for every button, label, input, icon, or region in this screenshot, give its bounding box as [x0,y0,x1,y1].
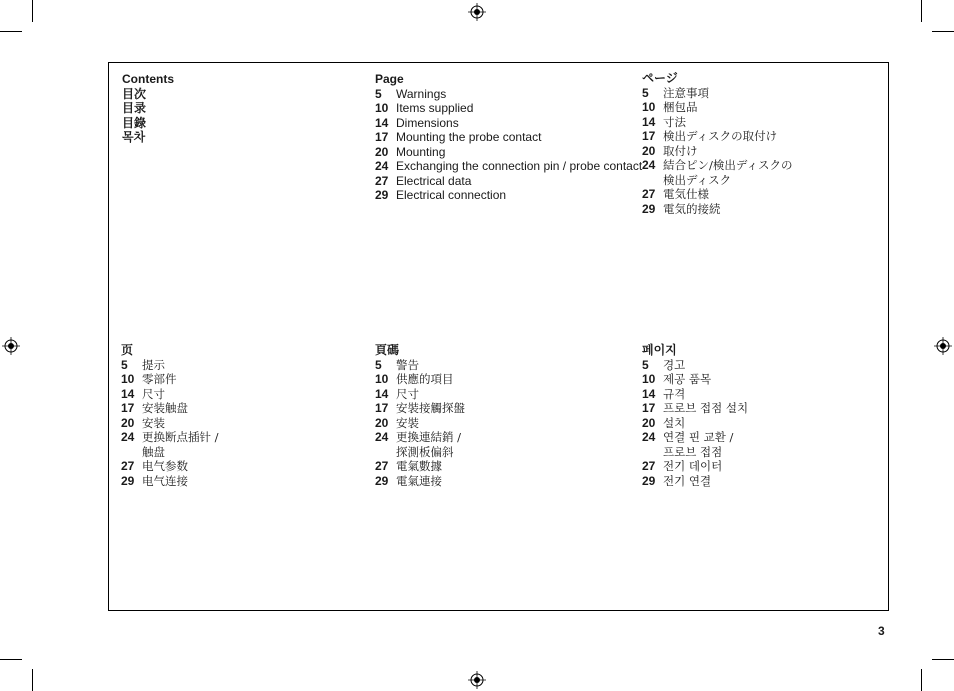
toc-label: 零部件 [142,372,177,386]
crop-mark [0,31,22,32]
toc-label: Mounting [396,144,446,159]
toc-page-number: 24 [375,159,389,173]
toc-page-number: 10 [642,372,656,386]
toc-label: 전기 데이터 [663,459,723,473]
contents-heading: Contents [122,72,174,86]
toc-entry[interactable] [642,387,748,402]
toc-entry[interactable] [375,416,465,431]
toc-entry[interactable] [375,372,465,387]
toc-page-number: 29 [121,473,135,488]
toc-page-number: 17 [642,401,656,415]
toc-entry[interactable] [642,158,792,187]
toc-entry[interactable] [642,144,792,159]
toc-entry[interactable] [121,387,219,402]
toc-page-number: 14 [375,386,389,401]
toc-label: Electrical data [396,173,472,188]
toc-label: 전기 연결 [663,473,712,488]
toc-entry[interactable] [642,100,792,115]
toc-page-number: 5 [642,357,649,372]
toc-entry[interactable] [642,474,748,489]
toc-page-number: 17 [642,129,656,143]
toc-label: 설치 [663,415,686,430]
toc-label: 경고 [663,357,686,372]
toc-label: 電気仕様 [663,187,709,201]
toc-label: 更換連結銷 / 探測板偏斜 [396,430,462,459]
contents-heading-zh-cn: 目录 [122,101,147,115]
toc-page-number: 27 [375,173,389,188]
crop-mark [32,0,33,22]
toc-zh-cn [121,343,219,488]
toc-label: Items supplied [396,101,474,115]
toc-label: 更换断点插针 / 触盘 [142,430,219,459]
toc-page-number: 14 [121,386,135,401]
toc-page-number: 17 [121,401,135,415]
contents-heading-zh-tw: 目錄 [122,115,147,130]
toc-page-number: 10 [375,372,389,386]
toc-entry[interactable] [375,174,642,189]
toc-label: Exchanging the connection pin / probe contact [396,159,643,173]
toc-ko [642,343,748,488]
toc-page-number: 24 [642,158,656,172]
toc-label: 取付け [663,143,698,158]
toc-page-number: 20 [375,144,389,159]
toc-label: 検出ディスクの取付け [663,129,778,143]
toc-label: 注意事項 [663,85,709,100]
toc-label: 제공 품목 [663,372,712,386]
toc-label: 尺寸 [396,386,419,401]
toc-entry[interactable] [121,459,219,474]
toc-entry[interactable] [642,86,792,101]
toc-entry[interactable] [375,430,465,459]
toc-entry[interactable] [121,358,219,373]
toc-entry[interactable] [375,130,642,145]
toc-entry[interactable] [375,401,465,416]
toc-entry[interactable] [375,159,642,174]
page-heading: Page [375,72,404,86]
toc-entry[interactable] [121,372,219,387]
toc-label: 安装 [142,415,165,430]
toc-entry[interactable] [642,115,792,130]
toc-label: 結合ピン/検出ディスクの 検出ディスク [663,158,793,187]
toc-label: 寸法 [663,114,686,129]
toc-label: 연결 핀 교환 / 프로브 접점 [663,430,734,459]
toc-page-number: 10 [121,372,135,386]
crop-mark [921,0,922,22]
toc-page-number: 5 [375,357,382,372]
toc-label: Dimensions [396,115,459,130]
toc-label: 규격 [663,386,686,401]
toc-entry[interactable] [121,416,219,431]
toc-en [375,72,642,203]
toc-entry[interactable] [642,459,748,474]
toc-entry[interactable] [642,416,748,431]
toc-entry[interactable] [375,101,642,116]
crop-mark [0,659,22,660]
toc-entry[interactable] [642,187,792,202]
toc-entry[interactable] [375,358,465,373]
toc-label: 提示 [142,357,165,372]
toc-label: 프로브 접점 설치 [663,401,749,415]
toc-label: 供應的項目 [396,372,454,386]
page-heading-ko: 페이지 [642,343,677,357]
toc-page-number: 29 [642,201,656,216]
crop-mark [32,669,33,691]
toc-entry[interactable] [375,387,465,402]
toc-zh-tw [375,343,465,488]
contents-heading-ja: 目次 [122,86,147,101]
page-heading-zh-cn: 页 [121,343,134,357]
toc-entry[interactable] [121,474,219,489]
contents-heading-block [122,72,174,145]
toc-entry[interactable] [642,372,748,387]
toc-page-number: 24 [642,430,656,444]
toc-entry[interactable] [121,401,219,416]
toc-entry[interactable] [642,129,792,144]
toc-label: 電氣連接 [396,473,442,488]
toc-label: 警告 [396,357,419,372]
registration-mark-icon [2,337,20,355]
toc-label: 尺寸 [142,386,165,401]
toc-page-number: 27 [375,459,389,473]
toc-page-number: 10 [375,101,389,115]
registration-mark-icon [934,337,952,355]
toc-entry[interactable] [375,474,465,489]
toc-page-number: 14 [642,114,656,129]
toc-entry[interactable] [642,202,792,217]
toc-page-number: 10 [642,100,656,114]
toc-entry[interactable] [642,358,748,373]
crop-mark [932,31,954,32]
toc-label: Electrical connection [396,188,507,202]
toc-page-number: 29 [375,473,389,488]
toc-entry[interactable] [375,145,642,160]
toc-page-number: 5 [375,86,382,101]
toc-page-number: 5 [121,357,128,372]
toc-label: 电气连接 [142,473,188,488]
toc-page-number: 27 [642,459,656,473]
toc-entry[interactable] [642,430,748,459]
toc-ja [642,71,792,216]
toc-page-number: 5 [642,85,649,100]
toc-label: 电气参数 [142,459,188,473]
registration-mark-icon [468,3,486,21]
toc-label: 安裝 [396,415,419,430]
page-heading-zh-tw: 頁碼 [375,343,400,357]
page-number: 3 [878,624,885,638]
toc-page-number: 20 [642,143,656,158]
toc-entry[interactable] [375,188,642,203]
toc-page-number: 24 [375,430,389,444]
toc-page-number: 29 [642,473,656,488]
toc-entry[interactable] [375,459,465,474]
toc-page-number: 29 [375,188,389,202]
crop-mark [921,669,922,691]
toc-page-number: 27 [121,459,135,473]
toc-page-number: 20 [642,415,656,430]
toc-entry[interactable] [642,401,748,416]
toc-entry[interactable] [121,430,219,459]
toc-label: 梱包品 [663,100,698,114]
registration-mark-icon [468,671,486,689]
toc-label: 電氣數據 [396,459,442,473]
toc-entry[interactable] [375,116,642,131]
toc-page-number: 24 [121,430,135,444]
toc-label: Warnings [396,86,447,101]
toc-page-number: 14 [375,115,389,130]
contents-heading-ko: 목차 [122,130,146,144]
toc-page-number: 27 [642,187,656,201]
toc-page-number: 20 [121,415,135,430]
toc-page-number: 17 [375,130,389,144]
toc-page-number: 20 [375,415,389,430]
toc-label: 電気的接続 [663,201,721,216]
toc-label: 安装触盘 [142,401,188,415]
toc-label: 安裝接觸探盤 [396,401,465,415]
toc-entry[interactable] [375,87,642,102]
toc-page-number: 17 [375,401,389,415]
page-heading-ja: ページ [642,71,678,85]
crop-mark [932,659,954,660]
toc-page-number: 14 [642,386,656,401]
toc-label: Mounting the probe contact [396,130,542,144]
